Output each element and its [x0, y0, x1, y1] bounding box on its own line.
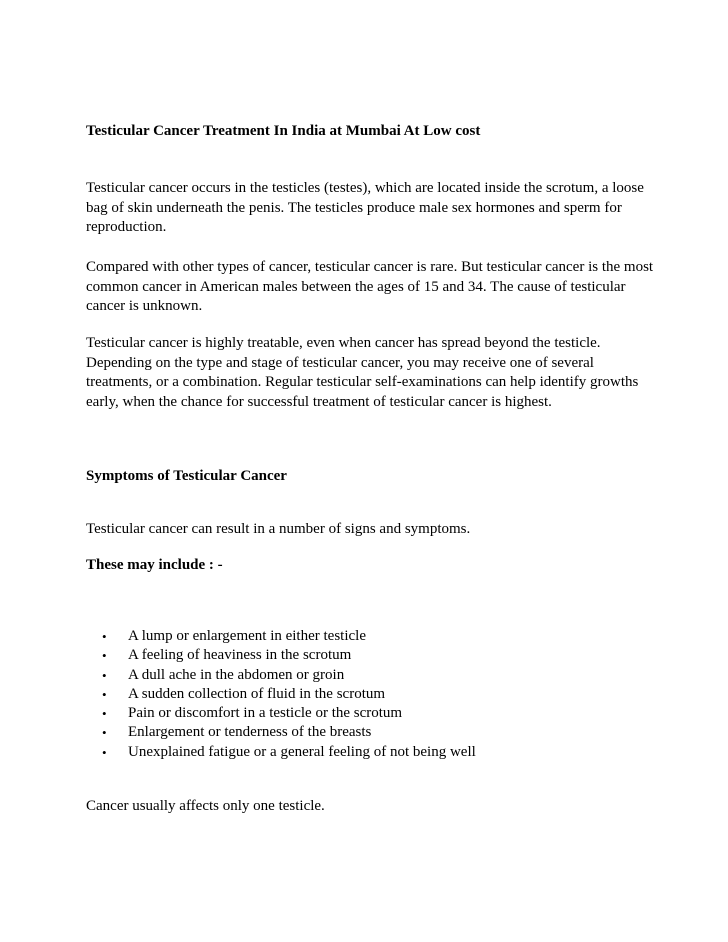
list-item-text: Unexplained fatigue or a general feeling of not being well: [128, 743, 476, 760]
list-item: [86, 723, 646, 742]
closing-sentence: Cancer usually affects only one testicle.: [86, 798, 325, 814]
list-item: [86, 627, 646, 646]
bullet-icon: •: [102, 744, 107, 760]
bullet-icon: •: [102, 706, 107, 722]
bullet-icon: •: [102, 686, 107, 702]
intro-paragraph-1: Testicular cancer occurs in the testicles (testes), which are located inside the scrotum, a loose bag of skin underneath the penis. The testicles produce male sex hormones and sperm for reproduction.: [86, 180, 644, 235]
list-item-text: Enlargement or tenderness of the breasts: [128, 724, 372, 741]
list-item-text: A feeling of heaviness in the scrotum: [128, 647, 352, 664]
symptoms-list: [86, 627, 646, 762]
list-item-text: A sudden collection of fluid in the scrotum: [128, 685, 386, 702]
bullet-icon: •: [102, 648, 107, 664]
list-item-text: Pain or discomfort in a testicle or the scrotum: [128, 705, 403, 722]
document-title: Testicular Cancer Treatment In India at Mumbai At Low cost: [86, 123, 481, 139]
list-item-text: A lump or enlargement in either testicle: [128, 628, 366, 644]
list-item: [86, 704, 646, 723]
list-item: [86, 743, 646, 762]
list-item: [86, 666, 646, 685]
list-item: [86, 685, 646, 704]
intro-paragraph-2: Compared with other types of cancer, testicular cancer is rare. But testicular cancer is the most common cancer in American males between the ages of 15 and 34. The cause of testicular cancer is unknown.: [86, 259, 654, 314]
list-item: [86, 646, 646, 665]
may-include-label: These may include : -: [86, 557, 223, 573]
intro-paragraph-3: Testicular cancer is highly treatable, even when cancer has spread beyond the testicle. Depending on the type and stage of testicular cancer, you may receive one of several treatments, or a combination. Regular testicular self-examinations can help identify growths early, when the chance for successful treatment of testicular cancer is highest.: [86, 335, 639, 410]
bullet-icon: •: [102, 725, 107, 741]
list-item-text: A dull ache in the abdomen or groin: [128, 666, 345, 683]
symptoms-heading: Symptoms of Testicular Cancer: [86, 468, 287, 484]
symptoms-intro: Testicular cancer can result in a number of signs and symptoms.: [86, 521, 471, 537]
bullet-icon: •: [102, 629, 107, 644]
bullet-icon: •: [102, 667, 107, 683]
